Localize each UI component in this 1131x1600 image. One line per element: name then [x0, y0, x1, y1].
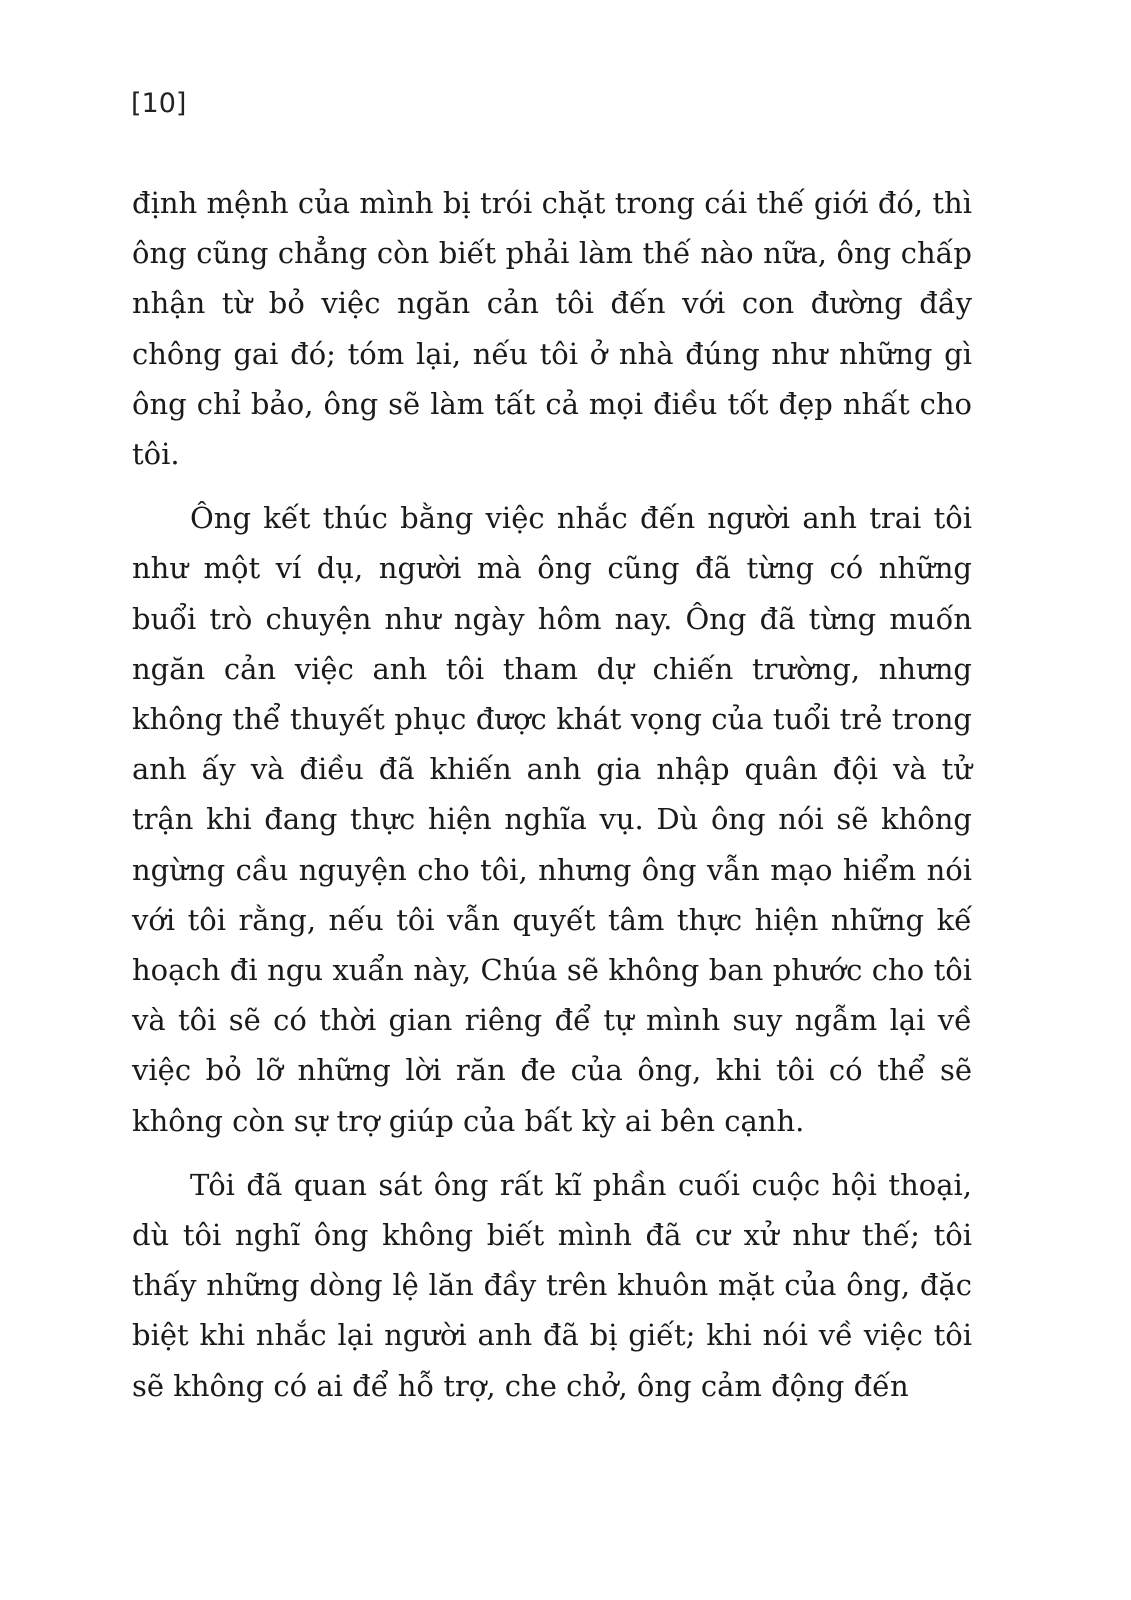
- paragraph: Tôi đã quan sát ông rất kĩ phần cuối cuộc hội thoại, dù tôi nghĩ ông không biết mình đã cư xử như thế; tôi thấy những dòng lệ lăn đầy trên khuôn mặt của ông, đặc biệt khi nhắc lại người anh đã bị giết; khi nói về việc tôi sẽ không có ai để hỗ trợ, che chở, ông cảm động đến: [132, 1167, 972, 1403]
- paragraph-continuation: định mệnh của mình bị trói chặt trong cái thế giới đó, thì ông cũng chẳng còn biết phải làm thế nào nữa, ông chấp nhận từ bỏ việc ngăn cản tôi đến với con đường đầy chông gai đó; tóm lại, nếu tôi ở nhà đúng như những gì ông chỉ bảo, ông sẽ làm tất cả mọi điều tốt đẹp nhất cho tôi.: [132, 186, 972, 472]
- page-number: [10]: [131, 88, 187, 119]
- paragraph: Ông kết thúc bằng việc nhắc đến người anh trai tôi như một ví dụ, người mà ông cũng đã từng có những buổi trò chuyện như ngày hôm nay. Ông đã từng muốn ngăn cản việc anh tôi tham dự chiến trường, nhưng không thể thuyết phục được khát vọng của tuổi trẻ trong anh ấy và điều đã khiến anh gia nhập quân đội và tử trận khi đang thực hiện nghĩa vụ. Dù ông nói sẽ không ngừng cầu nguyện cho tôi, nhưng ông vẫn mạo hiểm nói với tôi rằng, nếu tôi vẫn quyết tâm thực hiện những kế hoạch đi ngu xuẩn này, Chúa sẽ không ban phước cho tôi và tôi sẽ có thời gian riêng để tự mình suy ngẫm lại về việc bỏ lỡ những lời răn đe của ông, khi tôi có thể sẽ không còn sự trợ giúp của bất kỳ ai bên cạnh.: [132, 501, 972, 1138]
- body-text: [132, 178, 972, 1411]
